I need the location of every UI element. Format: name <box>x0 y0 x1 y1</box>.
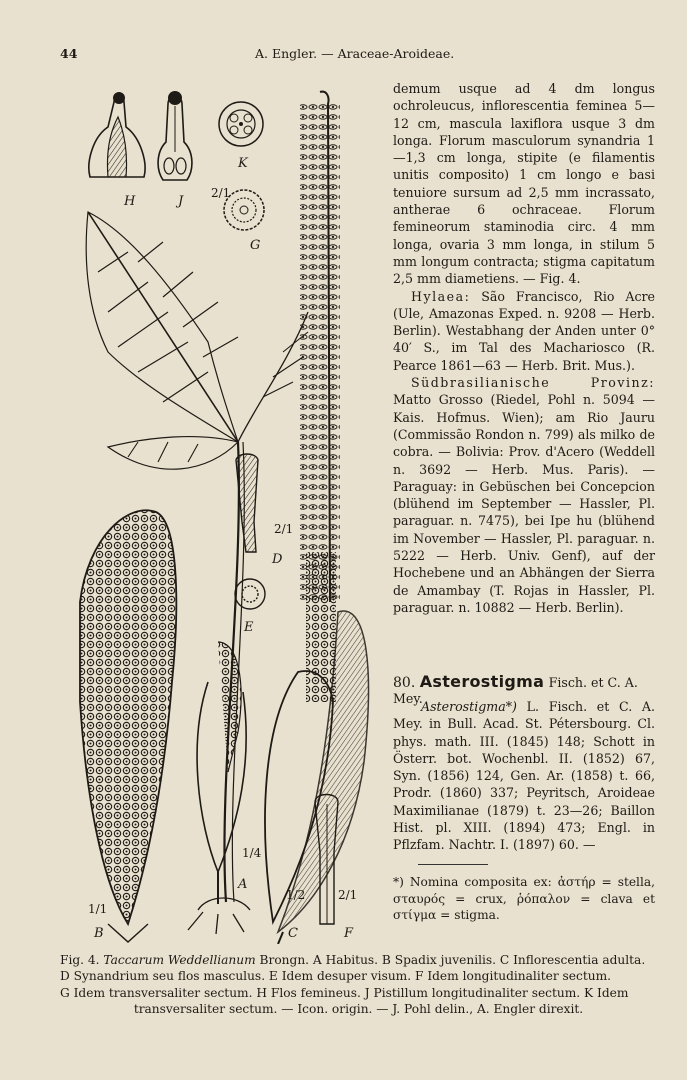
scale-label-f: 2/1 <box>338 888 358 902</box>
scale-label-g: 2/1 <box>211 186 231 200</box>
scale-label-b: 1/1 <box>88 902 108 916</box>
detail-j-pistil-section <box>158 91 192 180</box>
label-f: F <box>344 926 354 941</box>
figure-caption <box>60 952 657 1018</box>
page-number: 44 <box>60 46 78 61</box>
genus-number: 80. <box>393 675 416 691</box>
label-j: J <box>178 194 184 209</box>
caption-line-2: D Synandrium seu flos masculus. E Idem desuper visum. F Idem longitudinaliter sectum. <box>60 969 612 984</box>
locality-suedbrasilien <box>393 374 655 616</box>
genus-authority: Fisch. et C. A. Mey. <box>393 675 638 706</box>
caption-line-1-rest: Brongn. A Habitus. B Spadix juvenilis. C Inflorescentia adulta. <box>259 953 646 967</box>
detail-k-cross-section <box>219 102 263 146</box>
label-b: B <box>94 926 104 941</box>
scale-label-d: 2/1 <box>274 522 294 536</box>
caption-line-1 <box>60 952 657 968</box>
locality-hylaea-label: Hylaea: <box>411 288 471 304</box>
label-g: G <box>250 238 261 253</box>
detail-h-female-flower <box>89 92 145 177</box>
spadix-inflorescence-c <box>300 92 340 702</box>
botanical-illustration <box>68 82 384 944</box>
footnote: *) Nomina composita ex: ἀστήρ = stella, σταυρός = crux, ῥόπαλον = clava et στίγμα = stigma. <box>393 875 655 922</box>
locality-hylaea-text: São Francisco, Rio Acre (Ule, Amazonas Exped. n. 9208 — Herb. Berlin). Westabhang der Anden unter 0° 40′ S., im Tal des Machariosco (R. Pearce 1861—63 — Herb. Brit. Mus.). <box>393 288 655 373</box>
scale-label-a: 1/4 <box>242 846 262 860</box>
synonymy-name: Asterostigma*) <box>421 699 517 714</box>
caption-fig-number: Fig. 4. <box>60 953 100 967</box>
detail-e-top-view <box>235 579 265 609</box>
caption-line-3: G Idem transversaliter sectum. H Flos femineus. J Pistillum longitudinaliter sectum. K Idem <box>60 985 629 1000</box>
page-header <box>60 46 660 68</box>
label-d: D <box>272 552 283 567</box>
plant-drawing <box>68 82 384 944</box>
description-paragraph: demum usque ad 4 dm longus ochroleucus, inflorescentia feminea 5—12 cm, mascula laxiflora usque 3 dm longa. Florum masculorum synandria 1—1,3 cm longa, stipite (e filamentis unitis composito) 1 cm longo e basi tenuiore sursum ad 2,5 mm incrassato, antherae 6 ochraceae. Florum femineorum staminodia circ. 4 mm longa, ovaria 3 mm longa, in stilum 5 mm longum contracta; stigma capitatum 2,5 mm diametiens. — Fig. 4. <box>393 81 655 287</box>
synonymy-text: L. Fisch. et C. A. Mey. in Bull. Acad. St. Pétersbourg. Cl. phys. math. III. (1845) 148; Schott in Österr. bot. Wochenbl. II. (1852) 67, Syn. (1856) 124, Gen. Ar. (1858) t. 66, Prodr. (1860) 337; Peyritsch, Aroideae Maximilianae (1879) t. 23—26; Baillon Hist. pl. XIII. (1894) 473; Engl. in Pflzfam. Nachtr. I. (1897) 60. — <box>393 699 655 853</box>
scale-label-c: 1/2 <box>286 888 306 902</box>
running-head: A. Engler. — Araceae-Aroideae. <box>255 46 455 61</box>
label-k: K <box>238 156 248 171</box>
description-column <box>393 80 655 616</box>
label-c: C <box>288 926 298 941</box>
caption-line-4: transversaliter sectum. — Icon. origin. — J. Pohl delin., A. Engler direxit. <box>133 1002 584 1017</box>
footnote-rule <box>418 864 488 865</box>
locality-sued-label: Südbrasilianische Provinz: <box>411 375 655 391</box>
synonymy-paragraph <box>393 698 655 854</box>
label-e: E <box>244 620 254 635</box>
caption-species: Taccarum Weddellianum <box>103 953 256 967</box>
label-h: H <box>124 194 136 209</box>
detail-b-spadix-juvenilis <box>80 510 176 942</box>
locality-hylaea <box>393 288 655 374</box>
genus-name: Asterostigma <box>419 672 545 691</box>
locality-sued-text: Matto Grosso (Riedel, Pohl n. 5094 — Kais. Hofmus. Wien); am Rio Jauru (Commissão Rondon n. 799) als milko de cobra. — Bolivia: Prov. d'Acero (Weddell n. 3692 — Herb. Mus. Paris). — Paraguay: in Gebüschen bei Concepcion (blühend im September — Hassler, Pl. paraguar. n. 7475), bei Ipe hu (blühend im November — Hassler, Pl. paraguar. n. 5222 — Herb. Univ. Genf), auf der Hochebene und an Abhängen der Sierra de Amambay (T. Rojas in Hassler, Pl. paraguar. n. 10882 — Herb. Berlin). <box>393 392 655 615</box>
label-a: A <box>238 877 248 892</box>
